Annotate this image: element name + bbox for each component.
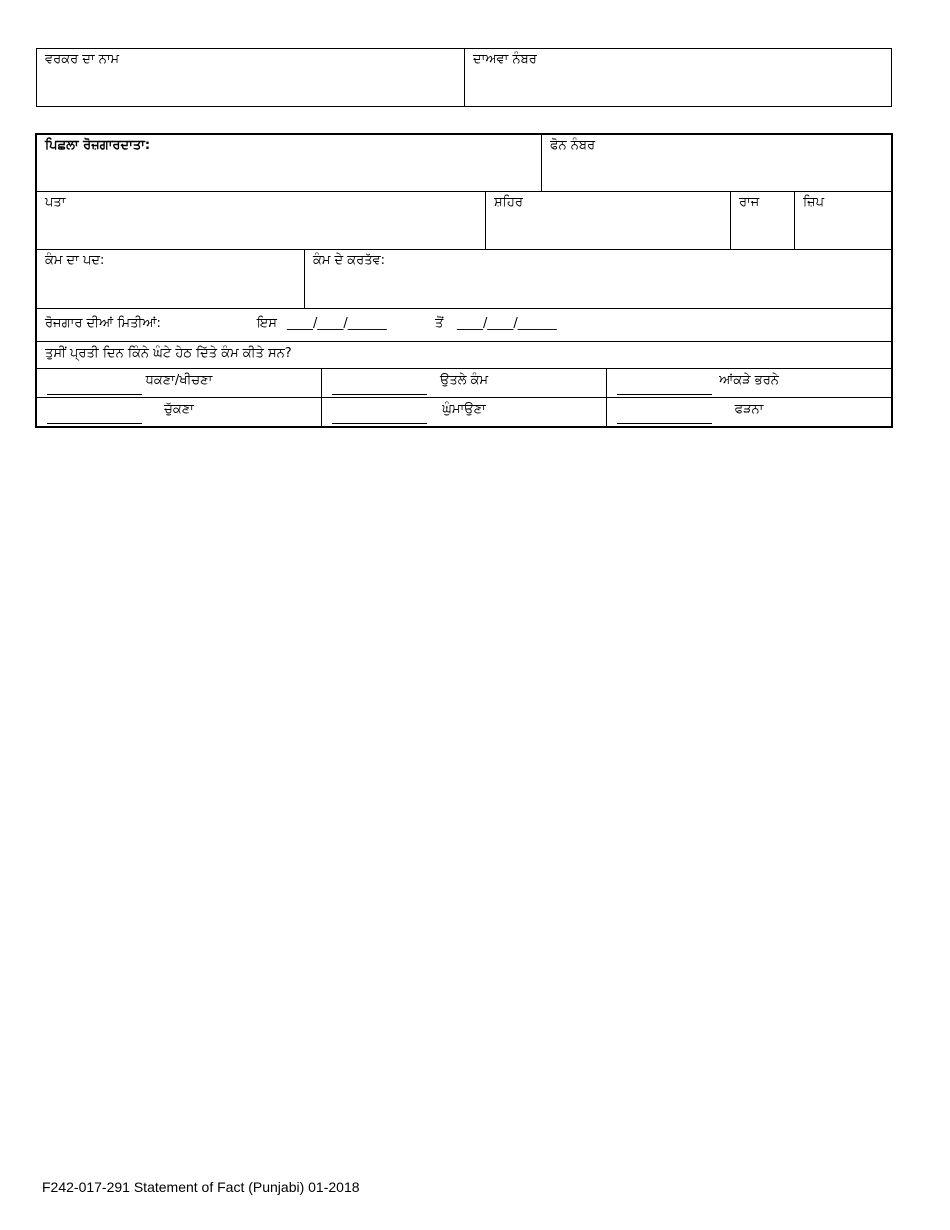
worker-name-label: ਵਰਕਰ ਦਾ ਨਾਮ — [45, 52, 120, 67]
hours-blank[interactable] — [47, 423, 142, 424]
task-label: ਘੁੰਮਾਉਣਾ — [442, 402, 486, 417]
phone-label: ਫੋਨ ਨੰਬਰ — [550, 138, 596, 153]
phone-field[interactable] — [542, 135, 891, 192]
to-label: ਤੋਂ — [435, 316, 444, 331]
hours-blank[interactable] — [47, 394, 142, 395]
job-title-field[interactable] — [37, 250, 305, 309]
state-label: ਰਾਜ — [739, 195, 760, 210]
task-label: ਆਂਕੜੇ ਭਰਨੇ — [719, 373, 779, 388]
task-label: ਚੁੱਕਣਾ — [164, 402, 194, 417]
task-overhead-work[interactable] — [322, 369, 607, 398]
hours-blank[interactable] — [617, 394, 712, 395]
job-title-label: ਕੰਮ ਦਾ ਪਦ: — [45, 253, 105, 268]
task-label: ਫੜਨਾ — [734, 402, 764, 417]
from-label: ਇਸ — [257, 316, 277, 331]
zip-field[interactable] — [795, 192, 891, 250]
employer-box — [35, 133, 893, 428]
previous-employer-field[interactable] — [37, 135, 542, 192]
zip-label: ਜ਼ਿਪ — [803, 195, 825, 210]
task-grasping[interactable] — [607, 398, 891, 426]
task-twisting[interactable] — [322, 398, 607, 426]
claim-number-label: ਦਾਅਵਾ ਨੰਬਰ — [473, 52, 537, 67]
form-footer: F242-017-291 Statement of Fact (Punjabi) 01-2018 — [42, 1179, 360, 1195]
task-push-pull[interactable] — [37, 369, 322, 398]
to-date-input[interactable]: ____/____/______ — [457, 316, 557, 331]
task-data-entry[interactable] — [607, 369, 891, 398]
employment-dates-row — [37, 309, 891, 342]
address-label: ਪਤਾ — [45, 195, 66, 210]
from-date-input[interactable]: ____/____/______ — [287, 316, 387, 331]
hours-question: ਤੁਸੀਂ ਪ੍ਰਤੀ ਦਿਨ ਕਿੰਨੇ ਘੰਟੇ ਹੇਠ ਦਿੱਤੇ ਕੰਮ ਕੀਤੇ ਸਨ? — [45, 346, 292, 361]
city-label: ਸ਼ਹਿਰ — [494, 195, 523, 210]
previous-employer-label: ਪਿਛਲਾ ਰੋਜ਼ਗਾਰਦਾਤਾ: — [45, 138, 151, 153]
task-label: ਧਕਣਾ/ਖੀਚਣਾ — [145, 373, 213, 388]
task-label: ਉਤਲੇ ਕੰਮ — [439, 373, 489, 388]
claim-number-field[interactable] — [465, 49, 891, 106]
task-lifting[interactable] — [37, 398, 322, 426]
hours-blank[interactable] — [617, 423, 712, 424]
address-field[interactable] — [37, 192, 486, 250]
worker-info-box — [36, 48, 892, 107]
job-duties-label: ਕੰਮ ਦੇ ਕਰਤੱਵ: — [313, 253, 386, 268]
employment-dates-label: ਰੋਜਗਾਰ ਦੀਆਂ ਮਿਤੀਆਂ: — [45, 316, 161, 331]
hours-blank[interactable] — [332, 423, 427, 424]
hours-blank[interactable] — [332, 394, 427, 395]
worker-name-field[interactable] — [37, 49, 465, 106]
city-field[interactable] — [486, 192, 731, 250]
job-duties-field[interactable] — [305, 250, 891, 309]
state-field[interactable] — [731, 192, 795, 250]
hours-question-row — [37, 342, 891, 369]
